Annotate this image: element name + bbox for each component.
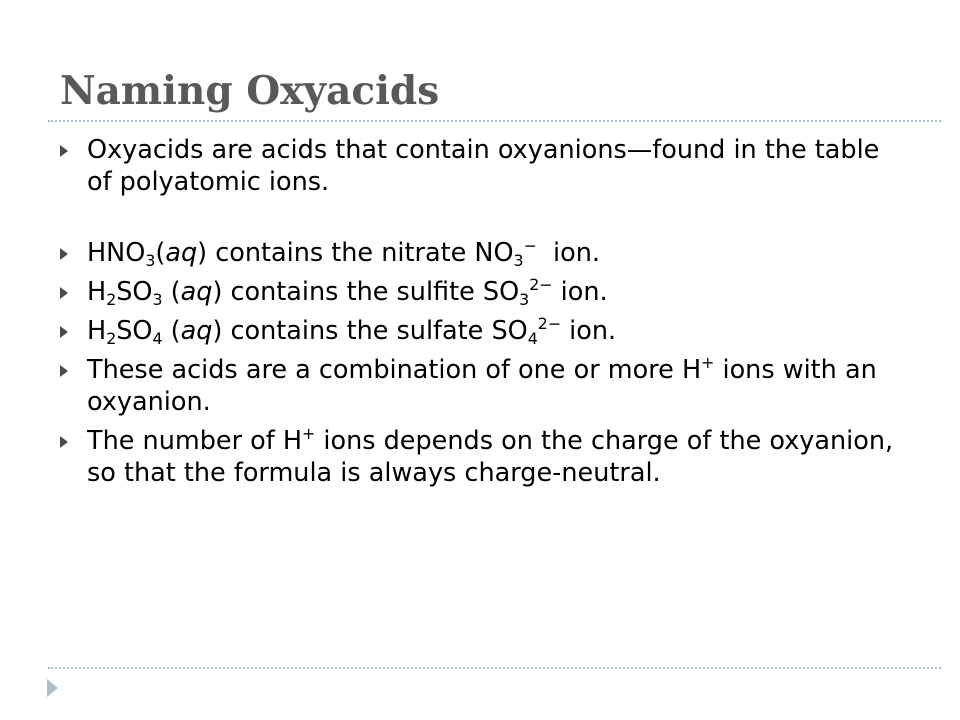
bullet-oxyacid-definition [60, 134, 900, 198]
corner-arrow-icon [47, 679, 58, 697]
triangle-bullet-icon [60, 287, 68, 299]
bullet-h2so3 [60, 276, 900, 308]
bullet-text: $H_2SO_3$ (aq) contains the sulfite $SO_3^{2-}$ ion. [87, 275, 608, 310]
title-divider [48, 120, 941, 122]
bullet-hno3 [60, 237, 900, 269]
triangle-bullet-icon [60, 248, 68, 260]
slide-title: Naming Oxyacids [60, 68, 440, 114]
triangle-bullet-icon [60, 436, 68, 448]
bullet-text: $H_2SO_4$ (aq) contains the sulfate $SO_4^{2-}$ ion. [87, 314, 617, 349]
footer-divider [48, 667, 941, 669]
bullet-combination [60, 354, 900, 418]
triangle-bullet-icon [60, 326, 68, 338]
bullet-text: Oxyacids are acids that contain oxyanions—found in the table of polyatomic ions. [87, 135, 880, 197]
bullet-list [60, 134, 900, 496]
bullet-text: These acids are a combination of one or more H+ ions with an oxyanion. [87, 353, 877, 417]
triangle-bullet-icon [60, 145, 68, 157]
bullet-text: The number of H+ ions depends on the charge of the oxyanion, so that the formula is always charge-neutral. [87, 424, 894, 488]
bullet-charge-neutral [60, 425, 900, 489]
triangle-bullet-icon [60, 365, 68, 377]
bullet-text: $HNO_3(aq)$ contains the nitrate $NO_3^-$ ion. [87, 236, 601, 271]
bullet-h2so4 [60, 315, 900, 347]
